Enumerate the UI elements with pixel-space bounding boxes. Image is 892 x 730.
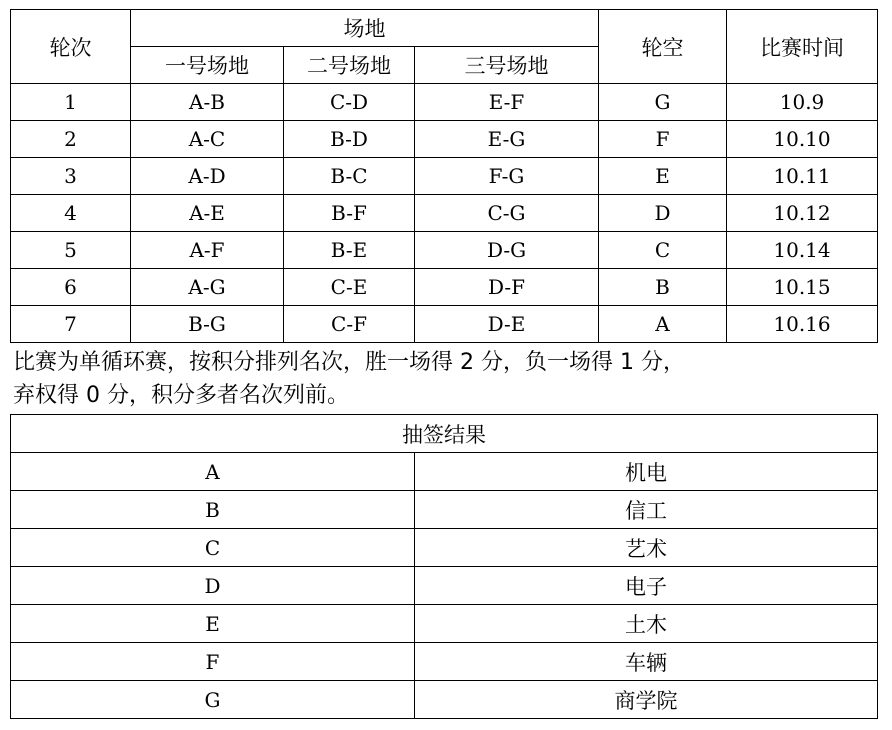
schedule-row (11, 195, 878, 232)
round-cell: 1 (11, 84, 131, 121)
draw-team: 车辆 (415, 643, 878, 681)
venue-2-match: C-D (284, 84, 415, 121)
venue-1-match: A-F (131, 232, 284, 269)
date-cell: 10.16 (727, 306, 878, 343)
round-cell: 3 (11, 158, 131, 195)
venue-2-match: B-E (284, 232, 415, 269)
draw-letter: G (11, 681, 415, 719)
venue-1-match: A-G (131, 269, 284, 306)
draw-row (11, 567, 878, 605)
draw-row (11, 529, 878, 567)
draw-team: 信工 (415, 491, 878, 529)
venue-3-match: F-G (415, 158, 599, 195)
date-cell: 10.12 (727, 195, 878, 232)
date-cell: 10.9 (727, 84, 878, 121)
header-venue-2: 二号场地 (284, 47, 415, 84)
draw-letter: A (11, 453, 415, 491)
header-date: 比赛时间 (727, 10, 878, 84)
venue-2-match: B-C (284, 158, 415, 195)
schedule-row (11, 121, 878, 158)
header-venue-3: 三号场地 (415, 47, 599, 84)
bye-cell: B (599, 269, 727, 306)
round-cell: 6 (11, 269, 131, 306)
date-cell: 10.11 (727, 158, 878, 195)
venue-1-match: A-E (131, 195, 284, 232)
bye-cell: D (599, 195, 727, 232)
rules-note-line-1: 比赛为单循环赛，按积分排列名次，胜一场得 2 分，负一场得 1 分， (13, 350, 685, 375)
schedule-row (11, 158, 878, 195)
venue-3-match: C-G (415, 195, 599, 232)
draw-team: 商学院 (415, 681, 878, 719)
rules-note-line-2: 弃权得 0 分，积分多者名次列前。 (13, 383, 349, 408)
bye-cell: A (599, 306, 727, 343)
bye-cell: E (599, 158, 727, 195)
schedule-row (11, 232, 878, 269)
draw-letter: D (11, 567, 415, 605)
draw-row (11, 491, 878, 529)
draw-letter: C (11, 529, 415, 567)
venue-3-match: D-F (415, 269, 599, 306)
header-round: 轮次 (11, 10, 131, 84)
draw-team: 艺术 (415, 529, 878, 567)
rules-note (13, 346, 879, 412)
header-venue-1: 一号场地 (131, 47, 284, 84)
draw-row (11, 643, 878, 681)
bye-cell: C (599, 232, 727, 269)
venue-3-match: E-F (415, 84, 599, 121)
round-cell: 4 (11, 195, 131, 232)
round-cell: 2 (11, 121, 131, 158)
round-cell: 5 (11, 232, 131, 269)
date-cell: 10.14 (727, 232, 878, 269)
header-bye: 轮空 (599, 10, 727, 84)
schedule-table (10, 9, 878, 343)
draw-row (11, 681, 878, 719)
bye-cell: F (599, 121, 727, 158)
venue-1-match: A-B (131, 84, 284, 121)
venue-2-match: C-F (284, 306, 415, 343)
draw-result-table (10, 414, 878, 719)
venue-2-match: C-E (284, 269, 415, 306)
draw-row (11, 453, 878, 491)
venue-1-match: A-C (131, 121, 284, 158)
draw-letter: B (11, 491, 415, 529)
bye-cell: G (599, 84, 727, 121)
venue-3-match: D-G (415, 232, 599, 269)
date-cell: 10.10 (727, 121, 878, 158)
schedule-row (11, 84, 878, 121)
schedule-row (11, 269, 878, 306)
header-venue: 场地 (131, 10, 599, 47)
venue-1-match: B-G (131, 306, 284, 343)
draw-row (11, 605, 878, 643)
venue-1-match: A-D (131, 158, 284, 195)
date-cell: 10.15 (727, 269, 878, 306)
venue-3-match: E-G (415, 121, 599, 158)
draw-team: 电子 (415, 567, 878, 605)
draw-letter: E (11, 605, 415, 643)
schedule-row (11, 306, 878, 343)
round-cell: 7 (11, 306, 131, 343)
draw-result-title: 抽签结果 (11, 415, 878, 453)
venue-3-match: D-E (415, 306, 599, 343)
draw-letter: F (11, 643, 415, 681)
venue-2-match: B-D (284, 121, 415, 158)
draw-team: 机电 (415, 453, 878, 491)
draw-team: 土木 (415, 605, 878, 643)
venue-2-match: B-F (284, 195, 415, 232)
